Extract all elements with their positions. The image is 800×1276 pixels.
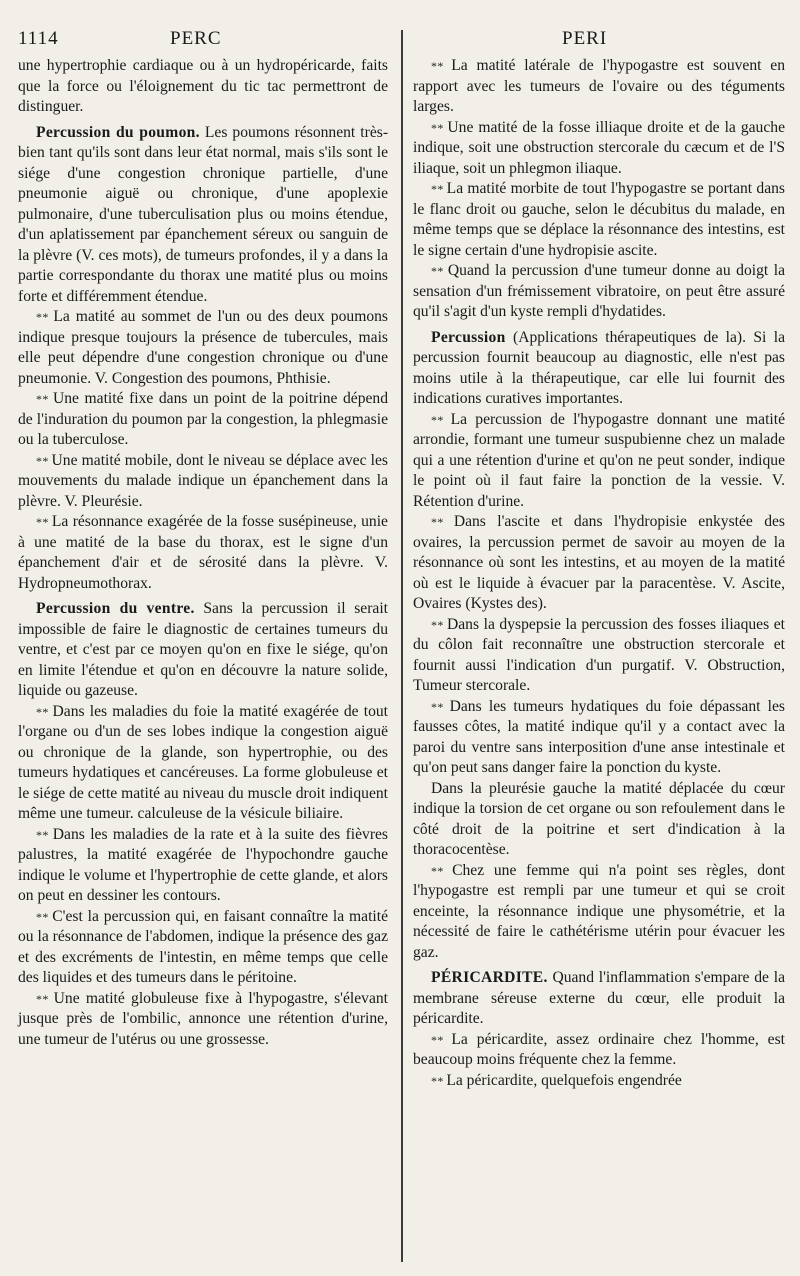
running-title-left: PERC [170, 28, 222, 49]
paragraph: Percussion du ventre. Sans la percussion il serait impossible de faire le diagnostic de certaines tumeurs du ventre, et c'est par ce moyen qu'on en fixe le siége, qu'on en limite l'étendue et qu'on en découvre la nature solide, liquide ou gazeuse. [18, 600, 388, 699]
asterism-icon: * * [431, 59, 443, 73]
paragraph: * * Dans les maladies de la rate et à la suite des fièvres palustres, la matité exagérée de l'hypochondre gauche indique le volume et l'hypertrophie de cette glande, et alors on peut en dessiner les contours. [18, 825, 389, 904]
asterism-icon: * * [36, 909, 48, 924]
asterism-icon: * * [36, 453, 48, 468]
asterism-icon: * * [431, 617, 443, 632]
paragraph: * * Dans la dyspepsie la percussion des fosses iliaques et du côlon fait reconnaître une obstruction stercorale et fournit aussi l'indication d'un purgatif. V. Obstruction, Tumeur stercorale. [413, 615, 785, 694]
paragraph: * * La péricardite, assez ordinaire chez l'homme, est beaucoup moins fréquente chez la femme. [413, 1030, 786, 1068]
asterism-icon: * * [36, 392, 48, 406]
paragraph: * * Une matité mobile, dont le niveau se déplace avec les mouvements du malade indique un épanchement dans la plèvre. V. Pleurésie. [18, 451, 388, 510]
paragraph: une hypertrophie cardiaque ou à un hydropéricarde, faits que la force ou l'éloignement du tic tac permettront de distinguer. [18, 57, 388, 115]
entry-heading: Percussion du poumon. [36, 123, 200, 141]
asterism-icon: * * [36, 704, 48, 719]
running-title-right: PERI [562, 28, 608, 49]
asterism-icon: * * [36, 310, 48, 324]
asterism-icon: * * [431, 863, 443, 878]
paragraph: Percussion (Applications thérapeutiques de la). Si la percussion fournit beaucoup au diagnostic, elle n'est pas moins utile à la thérapeutique, car elle lui fournit des indications curatives importantes. [413, 328, 785, 407]
paragraph: PÉRICARDITE. Quand l'inflammation s'empare de la membrane séreuse externe du cœur, elle produit la péricardite. [413, 969, 785, 1027]
asterism-icon: * * [431, 1032, 443, 1047]
left-column [18, 56, 388, 1050]
asterism-icon: * * [36, 515, 48, 529]
asterism-icon: * * [36, 991, 48, 1006]
entry-heading: PÉRICARDITE. [431, 969, 548, 986]
paragraph: * * Une matité fixe dans un point de la poitrine dépend de l'induration du poumon par la congestion, la phlegmasie ou la tuberculose. [18, 390, 389, 448]
entry-heading: Percussion [431, 328, 506, 346]
paragraph: * * La matité au sommet de l'un ou des deux poumons indique presque toujours la présence de tubercules, mais elle peut dépendre d'une congestion chronique ou d'une pneumonie. V. Congestion des poumons, Phthisie. [18, 308, 388, 387]
paragraph: * * La matité latérale de l'hypogastre est souvent en rapport avec les tumeurs de l'ovaire ou des téguments larges. [413, 57, 785, 115]
paragraph: * * Dans les maladies du foie la matité exagérée de tout l'organe ou d'un de ses lobes indique la congestion aiguë ou chronique de la glande, son hypertrophie, ou des tumeurs hydatiques et cancéreuses. La forme globuleuse et le siége de cette matité au niveau du muscle droit indiquent même une tumeur. calculeuse de la vésicule biliaire. [18, 702, 388, 822]
asterism-icon: * * [431, 182, 443, 196]
paragraph: * * C'est la percussion qui, en faisant connaître la matité ou la résonnance de l'abdomen, indique la présence des gaz et des excréments de l'intestin, en même temps que celle des liquides et des tumeurs dans le péritoine. [18, 907, 388, 986]
asterism-icon: * * [36, 827, 48, 842]
page-number: 1114 [18, 28, 59, 49]
paragraph: * * Quand la percussion d'une tumeur donne au doigt la sensation d'un frémissement vibratoire, on peut être assuré qu'il s'agit d'un kyste rempli d'hydatides. [413, 262, 785, 320]
asterism-icon: * * [431, 264, 443, 278]
paragraph: * * La péricardite, quelquefois engendrée [431, 1071, 682, 1089]
asterism-icon: * * [431, 412, 443, 427]
paragraph: * * Une matité globuleuse fixe à l'hypogastre, s'élevant jusque près de l'ombilic, annonce une rétention d'urine, une tumeur de l'utérus ou une grossesse. [18, 989, 388, 1048]
paragraph: * * La percussion de l'hypogastre donnant une matité arrondie, formant une tumeur suspubienne chez un malade qui a une rétention d'urine et qu'on ne peut sonder, indique le point où il faut faire la ponction de la vessie. V. Rétention d'urine. [413, 410, 785, 510]
paragraph: * * Dans l'ascite et dans l'hydropisie enkystée des ovaires, la percussion permet de savoir au moyen de la résonnance où sont les intestins, et au moyen de la matité où est le liquide à évacuer par la paracentèse. V. Ascite, Ovaires (Kystes des). [413, 513, 786, 612]
right-column [413, 56, 785, 1091]
asterism-icon: * * [431, 120, 443, 135]
paragraph: * * Une matité de la fosse illiaque droite et de la gauche indique, soit une obstruction stercorale du cæcum et de l'S iliaque, soit un phlegmon iliaque. [413, 118, 785, 177]
column-divider [401, 30, 403, 1262]
paragraph: Percussion du poumon. Les poumons résonnent très-bien tant qu'ils sont dans leur état normal, mais s'ils sont le siége d'une congestion chronique partielle, d'une pneumonie aiguë ou chronique, d'une apoplexie pulmonaire, d'une tuberculisation plus ou moins étendue, d'un aplatissement par épanchement séreux ou sanguin de la plèvre (V. ces mots), de tumeurs profondes, il y a dans la partie correspondante du thorax une matité plus ou moins forte et différemment étendue. [18, 123, 389, 305]
paragraph: Dans la pleurésie gauche la matité déplacée du cœur indique la torsion de cet organe ou son refoulement dans le côté droit de la poitrine et sert d'indication à la thoracocentèse. [413, 779, 785, 858]
paragraph: * * La résonnance exagérée de la fosse susépineuse, unie à une matité de la base du thorax, est le signe d'un épanchement d'air et de sérosité dans la plèvre. V. Hydropneumothorax. [18, 513, 388, 592]
asterism-icon: * * [431, 1073, 443, 1088]
paragraph: * * La matité morbite de tout l'hypogastre se portant dans le flanc droit ou gauche, selon le décubitus du malade, en même temps que se déplace la résonnance des intestins, est le signe certain d'une hydropisie ascite. [413, 180, 785, 259]
entry-heading: Percussion du ventre. [36, 600, 195, 617]
paragraph: * * Chez une femme qui n'a point ses règles, dont l'hypogastre est rempli par une tumeur et qui se croit enceinte, la résonnance indique une physométrie, et la nécessité de faire le cathétérisme utérin pour évacuer les gaz. [413, 861, 785, 961]
asterism-icon: * * [431, 699, 443, 714]
asterism-icon: * * [431, 515, 443, 529]
paragraph: * * Dans les tumeurs hydatiques du foie dépassant les fausses côtes, la matité indique qu'il y a contact avec la paroi du ventre sans interposition d'une anse intestinale et qu'on peut sans danger faire la ponction du kyste. [413, 697, 785, 776]
